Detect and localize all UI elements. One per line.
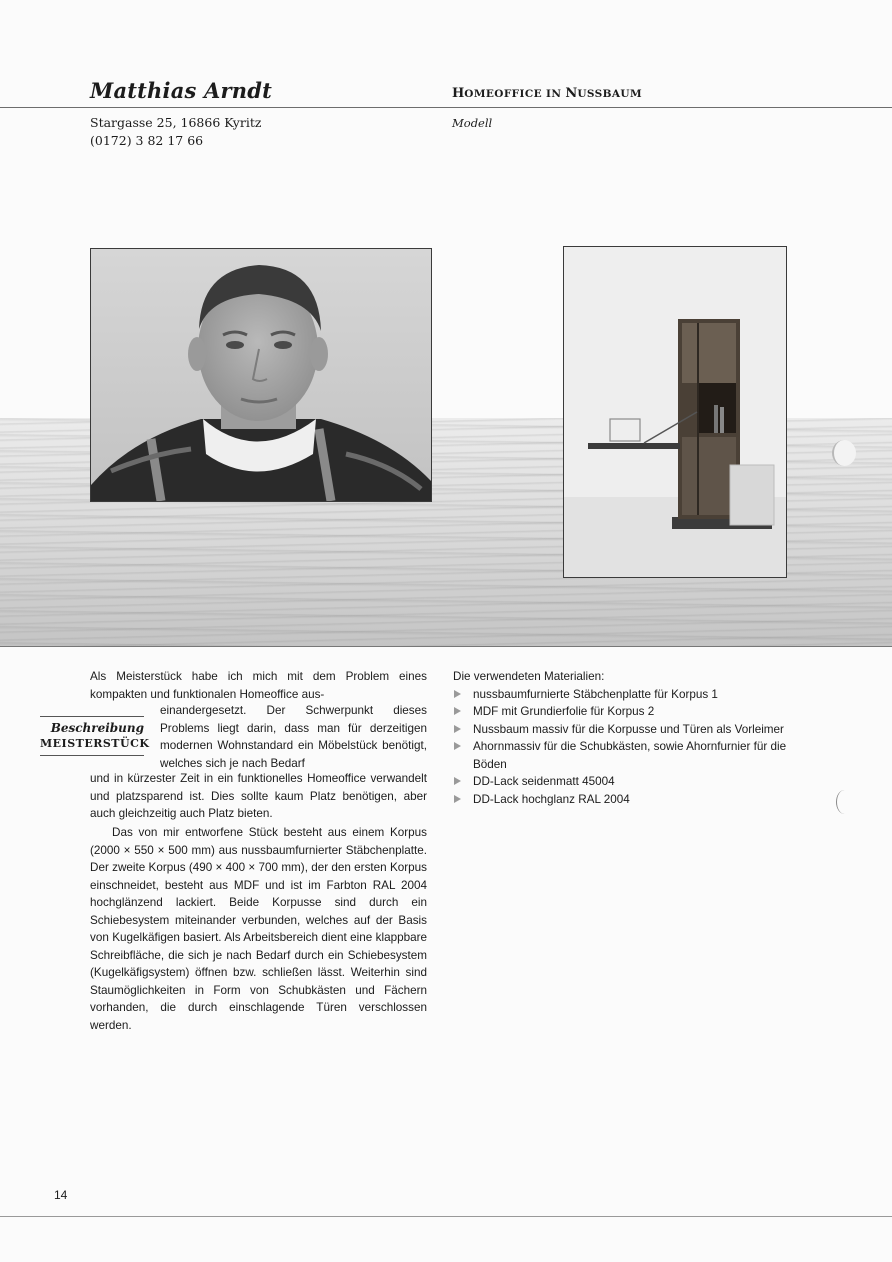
portrait-image <box>91 249 431 501</box>
label-beschreibung: Beschreibung <box>50 721 144 735</box>
material-item: nussbaumfurnierte Stäbchenplatte für Korpus 1 <box>453 686 813 704</box>
author-address <box>90 114 261 150</box>
title-smallcaps-1: OMEOFFICE IN <box>464 88 566 100</box>
address-street: Stargasse 25, 16866 Kyritz <box>90 115 262 130</box>
title-initial-1: H <box>452 86 465 101</box>
page-number: 14 <box>54 1188 68 1202</box>
material-item: Nussbaum massiv für die Korpusse und Türen als Vorleimer <box>453 721 813 739</box>
triangle-bullet-icon <box>454 742 461 750</box>
materials-header: Die verwendeten Materialien: <box>453 670 605 683</box>
punch-hole-mark <box>836 790 853 814</box>
footer-rule <box>0 1216 892 1217</box>
materials-list <box>453 668 813 808</box>
label-rule-top <box>40 716 144 717</box>
project-subtitle: Modell <box>452 116 493 130</box>
triangle-bullet-icon <box>454 795 461 803</box>
project-title <box>452 86 642 101</box>
product-photo <box>563 246 787 578</box>
author-name: Matthias Arndt <box>90 78 273 103</box>
punch-hole-mark <box>832 440 856 466</box>
triangle-bullet-icon <box>454 777 461 785</box>
description-intro: Als Meisterstück habe ich mich mit dem Problem eines kompakten und funktionalen Homeoffice aus- <box>90 670 427 701</box>
homeoffice-model-image <box>564 247 786 577</box>
material-item: MDF mit Grundierfolie für Korpus 2 <box>453 703 813 721</box>
title-smallcaps-2: USSBAUM <box>577 88 643 100</box>
portrait-photo <box>90 248 432 502</box>
description-wrapped: einandergesetzt. Der Schwerpunkt dieses Problems liegt darin, dass man für derzeitigen modernen Wohnstandard ein Möbelstück benötigt, welches sich je nach Bedarf <box>160 704 427 770</box>
material-item: DD-Lack seidenmatt 45004 <box>453 773 813 791</box>
triangle-bullet-icon <box>454 725 461 733</box>
label-rule-bottom <box>40 755 144 756</box>
triangle-bullet-icon <box>454 707 461 715</box>
address-phone: (0172) 3 82 17 66 <box>90 133 204 148</box>
material-item: Ahornmassiv für die Schubkästen, sowie Ahornfurnier für die Böden <box>453 738 813 773</box>
section-label <box>40 716 150 756</box>
title-initial-2: N <box>565 86 578 101</box>
description-paragraph-2: Das von mir entworfene Stück besteht aus einem Korpus (2000 × 550 × 500 mm) aus nussbaumfurnierter Stäbchenplatte. Der zweite Korpus (490 × 400 × 700 mm), der den ersten Korpus einschneidet, besteht aus MDF und ist im Farbton RAL 2004 hochglänzend lackiert. Beide Korpusse sind durch ein Schiebesystem miteinander verbunden, welches auf der Basis von Kugelkäfigen basiert. Als Arbeitsbereich dient eine klappbare Schreibfläche, die sich je nach Bedarf durch ein Schiebesystem (Kugelkäfigsystem) öffnen bzw. schließen lässt. Weiterhin sind Staumöglichkeiten in Form von Schubkästen und Fächern vorhanden, die durch einschlagende Türen verschlossen werden. <box>90 826 427 1032</box>
material-item: DD-Lack hochglanz RAL 2004 <box>453 791 813 809</box>
header-rule <box>0 107 892 108</box>
label-meisterstueck: MEISTERSTÜCK <box>40 737 150 750</box>
description-continued: und in kürzester Zeit in ein funktionelles Homeoffice verwandelt und platzsparend ist. Dies sollte kaum Platz benötigen, aber auch gleichzeitig auch Platz bieten. <box>90 772 427 820</box>
triangle-bullet-icon <box>454 690 461 698</box>
